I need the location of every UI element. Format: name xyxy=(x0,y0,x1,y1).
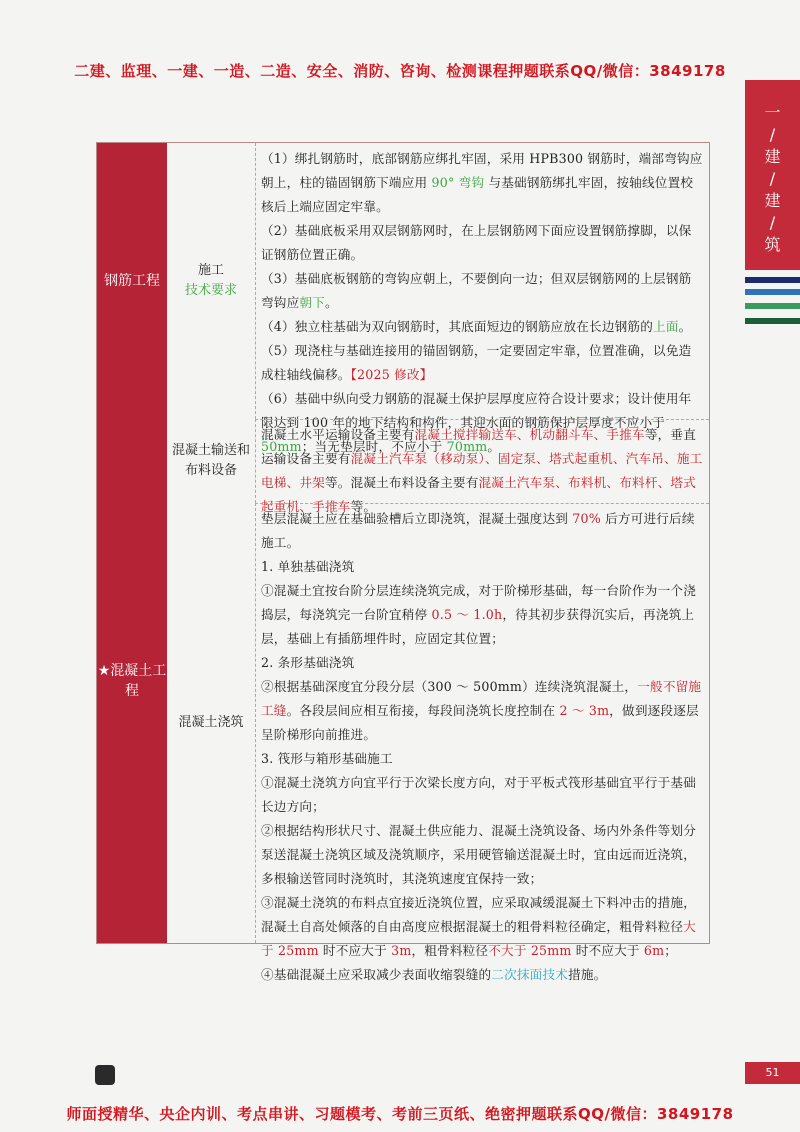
highlight-text: 不大于 25mm xyxy=(488,943,572,958)
text-run: （2）基础底板采用双层钢筋网时，在上层钢筋网下面应设置钢筋撑脚，以保证钢筋位置正确。 xyxy=(261,223,692,262)
highlight-text: 一般不留施工缝 xyxy=(261,679,702,718)
paragraph xyxy=(261,675,703,747)
text-run: 2. 条形基础浇筑 xyxy=(261,655,355,670)
decorative-stripe xyxy=(745,277,800,283)
text-run: 。各段层间应相互衔接，每段间浇筑长度控制在 xyxy=(286,703,560,718)
content-cell xyxy=(255,503,709,982)
subcategory-cell-transport: 混凝土输送和布料设备 xyxy=(167,419,256,503)
text-run: 时不应大于 xyxy=(571,943,644,958)
sub-label-bottom: 技术要求 xyxy=(184,283,237,298)
text-run: 等。 xyxy=(350,499,377,514)
text-run: 时不应大于 xyxy=(318,943,392,958)
text-run: ；当无垫层时，不应小于 xyxy=(301,439,447,454)
publisher-logo xyxy=(95,1065,115,1085)
text-run: （3）基础底板钢筋的弯钩应朝上，不要倒向一边；但双层钢筋网的上层钢筋弯钩应 xyxy=(261,271,692,310)
text-run: ，粗骨料粒径 xyxy=(411,943,489,958)
paragraph xyxy=(261,579,703,651)
side-tab-char: 一 xyxy=(764,103,781,122)
paragraph xyxy=(261,507,703,555)
text-run: ，待其初步获得沉实后，再浇筑上层，基础上有插筋埋件时，应固定其位置； xyxy=(261,607,695,646)
paragraph xyxy=(261,147,703,219)
text-run: ③混凝土浇筑的布料点宜接近浇筑位置，应采取减缓混凝土下料冲击的措施，混凝土自高处倾落的自由高度应根据混凝土的粗骨料粒径确定，粗骨料粒径 xyxy=(261,895,696,934)
highlight-text: 2 ～ 3m xyxy=(559,703,610,718)
highlight-text: 70% xyxy=(572,511,601,526)
side-tab-char: 建 xyxy=(764,191,781,210)
subcategory-cell-construction xyxy=(167,143,256,419)
text-run: （5）现浇柱与基础连接用的锚固钢筋，一定要固定牢靠，位置准确，以免造成柱轴线偏移。 xyxy=(261,343,692,382)
paragraph xyxy=(261,963,703,987)
paragraph xyxy=(261,651,703,675)
side-tab-char: 建 xyxy=(764,147,781,166)
highlight-text: 70mm xyxy=(446,439,488,454)
highlight-text: 50mm xyxy=(261,439,302,454)
highlight-text: 【2025 修改】 xyxy=(350,367,433,382)
text-run: ①混凝土宜按台阶分层连续浇筑完成，对于阶梯形基础，每一台阶作为一个浇捣层，每浇筑完一台阶宜稍停 xyxy=(261,583,696,622)
content-table xyxy=(96,142,710,982)
category-cell-rebar: 钢筋工程 xyxy=(97,143,167,419)
text-run: 后方可进行后续施工。 xyxy=(261,511,695,550)
text-run: 混凝土水平运输设备主要有 xyxy=(261,427,415,442)
text-run: 垫层混凝土应在基础验槽后立即浇筑，混凝土强度达到 xyxy=(261,511,573,526)
highlight-text: 90° 弯钩 xyxy=(431,175,485,190)
side-tab-char: / xyxy=(769,213,776,232)
side-tab-char: / xyxy=(769,125,776,144)
highlight-text: 上面 xyxy=(653,319,679,334)
content-cell xyxy=(255,419,709,514)
text-run: 与基础钢筋绑扎牢固，按轴线位置校核后上端应固定牢靠。 xyxy=(261,175,694,214)
paragraph xyxy=(261,339,703,387)
text-run: 。 xyxy=(678,319,692,334)
highlight-text: 6m xyxy=(643,943,665,958)
highlight-text: 3m xyxy=(391,943,412,958)
side-tab-char: 筑 xyxy=(764,235,781,254)
paragraph xyxy=(261,219,703,267)
text-run: （6）基础中纵向受力钢筋的混凝土保护层厚度应符合设计要求；设计使用年限达到 100 年的地下结构和构件，其迎水面的钢筋保护层厚度不应小于 xyxy=(261,391,692,430)
decorative-stripe xyxy=(745,318,800,324)
side-tab-char: / xyxy=(769,169,776,188)
category-cell-concrete: ★混凝土工程 xyxy=(97,419,167,943)
paragraph xyxy=(261,315,703,339)
paragraph xyxy=(261,891,703,963)
text-run: （1）绑扎钢筋时，底部钢筋应绑扎牢固，采用 HPB300 钢筋时，端部弯钩应朝上，柱的锚固钢筋下端应用 xyxy=(261,151,703,190)
text-run: 等。混凝土布料设备主要有 xyxy=(324,475,479,490)
top-banner: 二建、监理、一建、一造、二造、安全、消防、咨询、检测课程押题联系QQ/微信：3849178 xyxy=(74,62,726,80)
text-run: ④基础混凝土应采取减少表面收缩裂缝的 xyxy=(261,967,492,982)
highlight-text: 混凝土汽车泵、布料机、布料杆、塔式起重机、手推车 xyxy=(261,475,696,514)
text-run: ②根据结构形状尺寸、混凝土供应能力、混凝土浇筑设备、场内外条件等划分泵送混凝土浇筑区域及浇筑顺序，采用硬管输送混凝土时，宜由远而近浇筑，多根输送管同时浇筑时，其浇筑速度宜保持一致； xyxy=(261,823,696,886)
text-run: ①混凝土浇筑方向宜平行于次梁长度方向，对于平板式筏形基础宜平行于基础长边方向； xyxy=(261,775,696,814)
paragraph xyxy=(261,267,703,315)
text-run: （4）独立柱基础为双向钢筋时，其底面短边的钢筋应放在长边钢筋的 xyxy=(261,319,654,334)
sub-label-top: 施工 xyxy=(197,263,224,278)
paragraph xyxy=(261,555,703,579)
text-run: ②根据基础深度宜分段分层（300 ～ 500mm）连续浇筑混凝土， xyxy=(261,679,638,694)
text-run: 措施。 xyxy=(568,967,607,982)
highlight-text: 大于 25mm xyxy=(261,919,696,958)
text-run: 1. 单独基础浇筑 xyxy=(261,559,355,574)
text-run: 3. 筏形与箱形基础施工 xyxy=(261,751,393,766)
paragraph xyxy=(261,771,703,819)
text-run: ； xyxy=(664,943,678,958)
highlight-text: 二次抹面技术 xyxy=(491,967,569,982)
highlight-text: 混凝土汽车泵（移动泵）、固定泵、塔式起重机、汽车吊、施工电梯、井架 xyxy=(261,451,703,490)
decorative-stripe xyxy=(745,303,800,309)
paragraph xyxy=(261,819,703,891)
page-number: 51 xyxy=(745,1062,800,1084)
text-run: ，做到逐段逐层呈阶梯形向前推进。 xyxy=(261,703,699,742)
bottom-banner: 师面授精华、央企内训、考点串讲、习题模考、考前三页纸、绝密押题联系QQ/微信：3849178 xyxy=(66,1105,734,1123)
chapter-side-tab xyxy=(745,80,800,270)
subcategory-cell-pouring: 混凝土浇筑 xyxy=(167,503,256,943)
highlight-text: 混凝土搅拌输送车、机动翻斗车、手推车 xyxy=(414,427,645,442)
highlight-text: 朝下 xyxy=(299,295,325,310)
highlight-text: 0.5 ～ 1.0h xyxy=(431,607,503,622)
paragraph xyxy=(261,747,703,771)
text-run: 。 xyxy=(324,295,338,310)
text-run: 。 xyxy=(487,439,501,454)
decorative-stripe xyxy=(745,289,800,295)
text-run: 等，垂直运输设备主要有 xyxy=(261,427,697,466)
